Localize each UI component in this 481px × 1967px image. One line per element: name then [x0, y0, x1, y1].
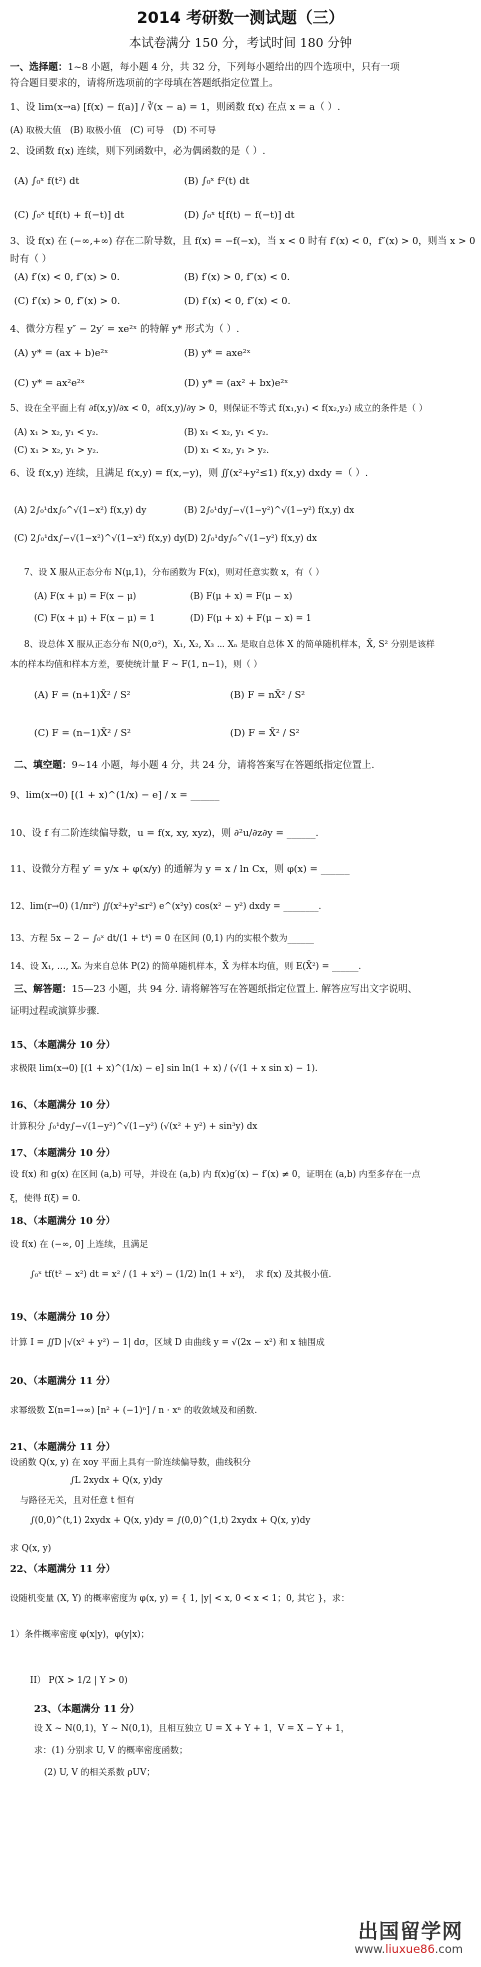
q3-option-c: (C) f′(x) > 0, f″(x) > 0. [14, 296, 121, 307]
page-subtitle: 本试卷满分 150 分，考试时间 180 分钟 [128, 36, 352, 50]
q11: 11、设微分方程 y′ = y/x + φ(x/y) 的通解为 y = x / ln Cx，则 φ(x) = ______ [10, 864, 350, 875]
q4-option-b: (B) y* = axe²ˣ [184, 348, 251, 359]
section-3-text-2: 证明过程或演算步骤. [10, 1006, 100, 1017]
q21-body-1: 设函数 Q(x, y) 在 xoy 平面上具有一阶连续偏导数，曲线积分 [10, 1458, 251, 1468]
q3-option-b: (B) f′(x) > 0, f″(x) < 0. [184, 272, 290, 283]
section-2-text: 9~14 小题，每小题 4 分，共 24 分，请将答案写在答题纸指定位置上. [71, 760, 375, 771]
q14: 14、设 X₁, …, Xₙ 为来自总体 P(2) 的简单随机样本，X̄ 为样本均值，则 E(X̄²) = ______. [10, 962, 362, 972]
q23-body-2: 求：(1) 分别求 U, V 的概率密度函数； [34, 1746, 188, 1756]
q7-option-a: (A) F(x + μ) = F(x − μ) [34, 592, 137, 602]
logo-url [354, 1942, 463, 1956]
q13: 13、方程 5x − 2 − ∫₀ˣ dt/(1 + t⁴) = 0 在区间 (0,1) 内的实根个数为______ [10, 934, 314, 944]
q17-body-2: ξ，使得 f(ξ) = 0. [10, 1194, 81, 1204]
q12: 12、lim(r→0) (1/πr²) ∬(x²+y²≤r²) e^(x²y) cos(x² − y²) dxdy = ________. [10, 902, 322, 912]
q5-option-d: (D) x₁ < x₂, y₁ > y₂. [184, 446, 269, 456]
q17-body-1: 设 f(x) 和 g(x) 在区间 (a,b) 可导，并设在 (a,b) 内 f(x)g′(x) − f′(x) ≠ 0，证明在 (a,b) 内至多存在一点 [10, 1170, 421, 1180]
q3-option-a: (A) f′(x) < 0, f″(x) > 0. [14, 272, 120, 283]
q18-body-2: ∫₀ˣ tf(t² − x²) dt = x² / (1 + x²) − (1/2) ln(1 + x²)， 求 f(x) 及其极小值. [30, 1270, 332, 1280]
q8-stem-1: 8、设总体 X 服从正态分布 N(0,σ²)，X₁, X₂, X₃ ⋯ Xₙ 是取自总体 X 的简单随机样本，X̄, S² 分别是该样 [24, 640, 435, 650]
q8-option-d: (D) F = X̄² / S² [230, 728, 300, 739]
section-1-text-2: 符合题目要求的，请将所选项前的字母填在答题纸指定位置上。 [10, 78, 279, 89]
q2-option-a: (A) ∫₀ˣ f(t²) dt [14, 176, 80, 187]
q21-body-4: ∫(0,0)^(t,1) 2xydx + Q(x, y)dy = ∫(0,0)^(1,t) 2xydx + Q(x, y)dy [30, 1516, 311, 1526]
q23-body-1: 设 X ~ N(0,1)，Y ~ N(0,1)，且相互独立 U = X + Y + 1，V = X − Y + 1， [34, 1724, 350, 1734]
section-2-heading: 二、填空题： [14, 760, 72, 771]
q1-options: (A) 取极大值 (B) 取极小值 (C) 可导 (D) 不可导 [10, 126, 216, 136]
q5-option-a: (A) x₁ > x₂, y₁ < y₂. [14, 428, 99, 438]
q19-heading: 19、（本题满分 10 分） [10, 1312, 116, 1323]
logo-chinese-name: 出国留学网 [358, 1919, 463, 1943]
section-3-line-1 [14, 984, 417, 996]
q17-heading: 17、（本题满分 10 分） [10, 1148, 116, 1159]
q6-stem: 6、设 f(x,y) 连续，且满足 f(x,y) = f(x,−y)，则 ∬(x²+y²≤1) f(x,y) dxdy =（ ）. [10, 468, 369, 479]
q22-body-2: 1）条件概率密度 φ(x|y)，φ(y|x)； [10, 1630, 150, 1640]
q4-stem: 4、微分方程 y″ − 2y′ = xe²ˣ 的特解 y* 形式为（ ）. [10, 324, 240, 335]
q19-body: 计算 I = ∬D |√(x² + y²) − 1| dσ，区域 D 由曲线 y = √(2x − x²) 和 x 轴围成 [10, 1338, 325, 1348]
section-2-line [14, 760, 374, 772]
q7-option-b: (B) F(μ + x) = F(μ − x) [190, 592, 293, 602]
section-1-heading: 一、选择题： [10, 62, 68, 73]
section-1-line-1 [10, 62, 400, 74]
q4-option-c: (C) y* = ax²e²ˣ [14, 378, 85, 389]
q22-body-3: II） P(X > 1/2 | Y > 0) [30, 1676, 128, 1686]
logo-url-suffix: .com [434, 1942, 463, 1956]
q7-option-c: (C) F(x + μ) + F(x − μ) = 1 [34, 614, 156, 624]
q10: 10、设 f 有二阶连续偏导数，u = f(x, xy, xyz)，则 ∂²u/∂z∂y = ______. [10, 828, 319, 839]
q5-stem: 5、设在全平面上有 ∂f(x,y)/∂x < 0，∂f(x,y)/∂y > 0，则保证不等式 f(x₁,y₁) < f(x₂,y₂) 成立的条件是（ ） [10, 404, 428, 414]
q2-stem: 2、设函数 f(x) 连续，则下列函数中，必为偶函数的是（ ）. [10, 146, 266, 157]
section-3-heading: 三、解答题： [14, 984, 72, 995]
logo-url-prefix: www. [354, 1942, 386, 1956]
q20-body: 求幂级数 Σ(n=1→∞) [n² + (−1)ⁿ] / n · xⁿ 的收敛域及和函数. [10, 1406, 258, 1416]
q20-heading: 20、（本题满分 11 分） [10, 1376, 116, 1387]
page-title: 2014 考研数一测试题（三） [136, 8, 345, 27]
section-1-text-1: 1~8 小题，每小题 4 分，共 32 分，下列每小题给出的四个选项中，只有一项 [67, 62, 400, 73]
logo-url-mid: liuxue86 [385, 1942, 435, 1956]
q4-option-d: (D) y* = (ax² + bx)e²ˣ [184, 378, 289, 389]
q4-option-a: (A) y* = (ax + b)e²ˣ [14, 348, 109, 359]
q6-option-b: (B) 2∫₀¹dy∫−√(1−y²)^√(1−y²) f(x,y) dx [184, 506, 355, 516]
q23-body-3: (2) U, V 的相关系数 ρUV； [44, 1768, 156, 1778]
q5-option-b: (B) x₁ < x₂, y₁ < y₂. [184, 428, 269, 438]
q16-heading: 16、（本题满分 10 分） [10, 1100, 116, 1111]
q7-option-d: (D) F(μ + x) + F(μ − x) = 1 [190, 614, 312, 624]
q15-body: 求极限 lim(x→0) [(1 + x)^(1/x) − e] sin ln(1 + x) / (√(1 + x sin x) − 1). [10, 1064, 318, 1074]
q21-heading: 21、（本题满分 11 分） [10, 1442, 116, 1453]
q3-stem-2: 时有（ ） [10, 254, 52, 265]
q23-heading: 23、（本题满分 11 分） [34, 1704, 140, 1715]
site-watermark-logo [331, 1915, 471, 1961]
q15-heading: 15、（本题满分 10 分） [10, 1040, 116, 1051]
q8-option-a: (A) F = (n+1)X̄² / S² [34, 690, 131, 701]
q22-heading: 22、（本题满分 11 分） [10, 1564, 116, 1575]
q5-option-c: (C) x₁ > x₂, y₁ > y₂. [14, 446, 99, 456]
q1-stem: 1、设 lim(x→a) [f(x) − f(a)] / ∛(x − a) = 1，则函数 f(x) 在点 x = a（ ）. [10, 102, 341, 113]
q8-option-b: (B) F = nX̄² / S² [230, 690, 305, 701]
q3-stem-1: 3、设 f(x) 在 (−∞,+∞) 存在二阶导数，且 f(x) = −f(−x)，当 x < 0 时有 f′(x) < 0，f″(x) > 0，则当 x > 0 [10, 236, 476, 247]
q21-body-2: ∫L 2xydx + Q(x, y)dy [70, 1476, 163, 1486]
q18-heading: 18、（本题满分 10 分） [10, 1216, 116, 1227]
q6-option-a: (A) 2∫₀¹dx∫₀^√(1−x²) f(x,y) dy [14, 506, 147, 516]
q6-option-d: (D) 2∫₀¹dy∫₀^√(1−y²) f(x,y) dx [184, 534, 317, 544]
q2-option-c: (C) ∫₀ˣ t[f(t) + f(−t)] dt [14, 210, 125, 221]
q16-body: 计算积分 ∫₀¹dy∫−√(1−y²)^√(1−y²) (√(x² + y²) + sin³y) dx [10, 1122, 258, 1132]
section-3-text-1: 15—23 小题，共 94 分. 请将解答写在答题纸指定位置上. 解答应写出文字说明、 [71, 984, 418, 995]
q6-option-c: (C) 2∫₀¹dx∫−√(1−x²)^√(1−x²) f(x,y) dy [14, 534, 185, 544]
q21-body-3: 与路径无关，且对任意 t 恒有 [20, 1496, 135, 1506]
q18-body-1: 设 f(x) 在 (−∞, 0] 上连续，且满足 [10, 1240, 149, 1250]
q21-body-5: 求 Q(x, y) [10, 1544, 52, 1554]
q3-option-d: (D) f′(x) < 0, f″(x) < 0. [184, 296, 291, 307]
q7-stem: 7、设 X 服从正态分布 N(μ,1)，分布函数为 F(x)，则对任意实数 x，有（ ） [24, 568, 325, 578]
q8-option-c: (C) F = (n−1)X̄² / S² [34, 728, 131, 739]
q2-option-b: (B) ∫₀ˣ f²(t) dt [184, 176, 250, 187]
q22-body-1: 设随机变量 (X, Y) 的概率密度为 φ(x, y) = { 1, |y| < x, 0 < x < 1；0, 其它 }，求： [10, 1594, 350, 1604]
q8-stem-2: 本的样本均值和样本方差，要使统计量 F ~ F(1, n−1)，则（ ） [10, 660, 263, 670]
q9: 9、lim(x→0) [(1 + x)^(1/x) − e] / x = ______ [10, 790, 220, 801]
q2-option-d: (D) ∫₀ˣ t[f(t) − f(−t)] dt [184, 210, 295, 221]
